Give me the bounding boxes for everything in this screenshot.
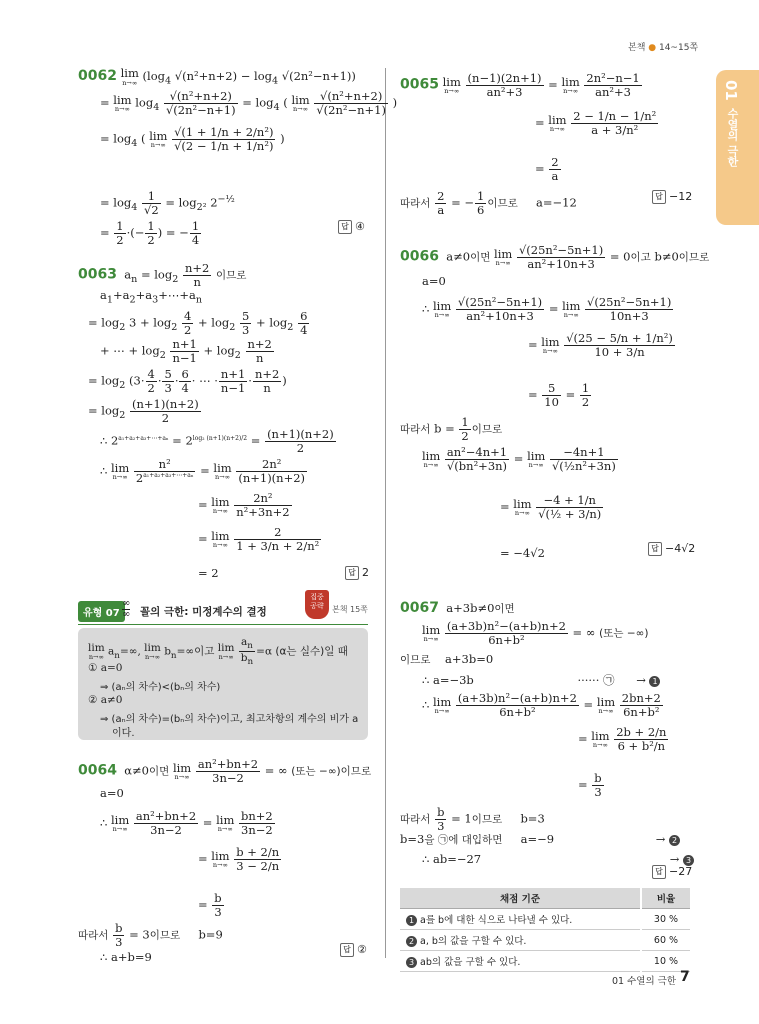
column-divider <box>385 68 386 958</box>
type-case1: ① a=0 <box>88 662 123 674</box>
p0064-line5: = $\frac{b}{3}$ <box>198 891 222 920</box>
grading-text: ab의 값을 구할 수 있다. <box>420 957 521 968</box>
p0062-line1: 0062 lim n→∞ ($\log_4$ $√(n^2+n+2) - \log_4 √(2n^2-n+1)$) <box>78 66 356 87</box>
p0062-line3: = $\log_4$ ( lim n→∞ $\frac{\text{√(1 + 1/n + 2/n²)}}{\text{√(2 − 1/n + 1/n²)}}$ ) <box>100 125 285 154</box>
grading-row <box>400 951 690 972</box>
answer-value: −12 <box>669 190 693 203</box>
problem-number: 0067 <box>400 600 439 616</box>
problem-number: 0062 <box>78 68 117 84</box>
p0066-line3: ∴ lim n→∞ $\frac{\text{√(25n²−5n+1)}}{\text{an²+10n+3}}$ = lim n→∞ $\frac{\text{√(25n²−5n+1)}}{10n+3}$ <box>422 295 672 324</box>
p0067-line3: 이므로 a+3b=0 <box>400 652 494 666</box>
p0063-line6: = $\log_2$ $\frac{(n+1)(n+2)}{2}$ <box>88 397 199 426</box>
p0065-line2: = lim n→∞ $\frac{\text{2 − 1/n − 1/n²}}{\text{a + 3/n²}}$ <box>535 109 657 138</box>
p0067-answer: 답 −27 <box>652 865 692 879</box>
p0067-line2: lim n→∞ $\frac{\text{(a+3b)n²−(a+b)n+2}}{\text{6n+b²}}$ = ∞ (또는 −∞) <box>422 619 649 648</box>
p0064-line1: 0064 α≠0이면 lim n→∞ $\frac{\text{an²+bn+2}}{3n-2}$ = ∞ (또는 −∞)이므로 <box>78 757 372 786</box>
side-tab-number: 01 <box>722 80 740 101</box>
p0064-line2: a=0 <box>100 786 124 800</box>
p0062-answer: 답 ④ <box>338 220 365 234</box>
p0066-line4: = lim n→∞ $\frac{\text{√(25 − 5/n + 1/n²)}}{10 + 3/n}$ <box>528 331 673 360</box>
p0066-line2: a=0 <box>422 274 446 288</box>
answer-value: 2 <box>362 566 369 579</box>
type-symbol <box>122 599 130 620</box>
type-header-rule <box>78 624 368 625</box>
p0066-line9: = −4√2 <box>500 546 545 560</box>
focus-tag <box>305 590 329 619</box>
problem-0062 <box>78 66 398 248</box>
grading-header-criteria: 채점 기준 <box>400 888 641 909</box>
focus-tag-line1: 집중 <box>310 593 324 601</box>
p0063-line1: 0063 $a_n = \log_2$ $\frac{n+2}{n}$ 이므로 <box>78 261 247 290</box>
grading-ratio: 60 % <box>641 930 690 951</box>
symbol-top: ∞ <box>122 598 131 609</box>
header-ref-pages: 14~15쪽 <box>658 43 699 53</box>
p0066-line1: 0066 a≠0이면 lim n→∞ $\frac{\text{√(25n²−5n+1)}}{\text{an²+10n+3}}$ = 0이고 b≠0이므로 <box>400 243 710 272</box>
grading-header-row <box>400 888 690 909</box>
footer-page-number: 7 <box>680 969 690 985</box>
type-case2: ② a≠0 <box>88 694 123 706</box>
grading-row <box>400 930 690 951</box>
p0064-line6: 따라서 $\frac{b}{3}$ = 3이므로 b=9 <box>78 921 223 950</box>
p0064-line3: ∴ lim n→∞ $\frac{\text{an²+bn+2}}{3n-2}$ = lim n→∞ $\frac{bn+2}{3n-2}$ <box>100 809 273 838</box>
p0067-line10: ∴ ab=−27 → 3 <box>400 852 700 872</box>
type-case2-detail2: 이다. <box>112 728 135 739</box>
type-title: 꼴의 극한: 미정계수의 결정 <box>140 606 267 618</box>
problem-0064 <box>78 758 378 972</box>
p0063-line7: ∴ $2^{a_1+a_2+a_3+\cdots+a_n} = 2^{log_2 (n+1)(n+2)/2}$ = $\frac{(n+1)(n+2)}{2}$ <box>100 427 334 456</box>
type-case2-detail: ⇒ (aₙ의 차수)=(bₙ의 차수)이고, 최고차항의 계수의 비가 a <box>100 714 359 725</box>
grading-row <box>400 909 690 930</box>
p0063-line10: = lim n→∞ $\frac{2}{\text{1 + 3/n + 2/n²}}$ <box>198 525 320 554</box>
p0062-line5: = $\frac{1}{2}$ ·(− $\frac{1}{2}$ ) = − $\frac{1}{4}$ <box>100 219 200 248</box>
p0062-line2: = lim n→∞ $\log_4$ $\frac{\text{√(n²+n+2)}}{\text{√(2n²−n+1)}}$ = $\log_4$ ( lim n→∞ $\frac{\text{√(n²+n+2)}}{\text{√(2n²−n+1)}}$ ) <box>100 89 398 118</box>
p0067-line7: = $\frac{b}{3}$ <box>578 771 602 800</box>
p0062-line4: = $\log_4$ $\frac{1}{√2}$ = $\log_{2^2} 2^{-\frac{1}{2}}$ <box>100 189 235 218</box>
step-marker: 3 <box>406 957 417 968</box>
grading-text: a를 b에 대한 식으로 나타낼 수 있다. <box>420 915 573 926</box>
grading-ratio: 10 % <box>641 951 690 972</box>
problem-number: 0066 <box>400 248 439 265</box>
p0063-line8: ∴ lim n→∞ $\frac{\text{n²}}{2^{a_1+a_2+a_3+\cdots+a_n}}$ = lim n→∞ $\frac{\text{2n²}}{(n+1)(n+2)}$ <box>100 457 306 486</box>
p0063-answer: 답 2 <box>345 566 369 580</box>
focus-tag-line2: 공략 <box>310 602 324 610</box>
grading-text: a, b의 값을 구할 수 있다. <box>420 936 527 947</box>
p0064-answer: 답 ② <box>340 943 367 957</box>
answer-value: ② <box>357 943 367 956</box>
p0066-line8: = lim n→∞ $\frac{-4 + 1/n}{\text{√(½ + 3/n)}}$ <box>500 493 602 522</box>
p0065-line4: 따라서 $\frac{2}{a}$ = − $\frac{1}{6}$ 이므로 a=−12 <box>400 189 577 218</box>
p0065-answer: 답 −12 <box>652 190 692 204</box>
p0067-line5: ∴ lim n→∞ $\frac{\text{(a+3b)n²−(a+b)n+2}}{\text{6n+b²}}$ = lim n→∞ $\frac{2bn+2}{\text{6n+b²}}$ <box>422 691 661 720</box>
type-case1-detail: ⇒ (aₙ의 차수)<(bₙ의 차수) <box>100 682 221 693</box>
problem-number: 0063 <box>78 266 117 283</box>
p0065-line3: = $\frac{2}{a}$ <box>535 155 559 184</box>
p0067-line8: 따라서 $\frac{b}{3}$ = 1이므로 b=3 <box>400 805 545 834</box>
p0067-line4: ∴ a=−3b ······ ㉠ → 1 <box>400 672 700 692</box>
answer-value: −27 <box>669 865 693 878</box>
problem-number: 0064 <box>78 762 117 779</box>
symbol-bottom: ∞ <box>122 609 131 620</box>
p0063-line5: = $\log_2 (3\cdot$ $\frac{4}{2}$ · $\frac{5}{3}$ · $\frac{6}{4}$ · ⋯ · $\frac{n+1}{n-1}$ · $\frac{n+2}{n}$ ) <box>88 367 287 396</box>
answer-value: −4√2 <box>665 542 696 555</box>
page-header-ref: 본책 ● 14~15쪽 <box>628 43 699 53</box>
answer-value: ④ <box>355 220 365 233</box>
grading-criteria-cell <box>400 951 641 972</box>
problem-0067 <box>400 600 700 872</box>
type-ref: 본책 15쪽 <box>332 605 368 614</box>
type-badge: 유형 07 <box>78 601 125 622</box>
p0063-line4: + ⋯ + $\log_2$ $\frac{n+1}{n-1}$ + $\log_2$ $\frac{n+2}{n}$ <box>100 337 272 366</box>
header-ref-label: 본책 <box>628 43 646 53</box>
grading-criteria-cell <box>400 930 641 951</box>
p0063-line3: = $\log_2 3 + \log_2$ $\frac{4}{2}$ + $\log_2$ $\frac{5}{3}$ + $\log_2$ $\frac{6}{4}$ <box>88 309 308 338</box>
side-tab-title: 수열의 극한 <box>726 108 739 167</box>
footer-chapter: 01 수열의 극한 <box>612 976 677 987</box>
grading-table <box>400 888 690 972</box>
p0067-line6: = lim n→∞ $\frac{2b + 2/n}{\text{6 + b²/n}}$ <box>578 725 667 754</box>
step-marker: 2 <box>406 936 417 947</box>
p0064-line4: = lim n→∞ $\frac{b + 2/n}{3 - 2/n}$ <box>198 845 280 874</box>
p0064-line7: ∴ a+b=9 <box>100 950 152 964</box>
p0066-line5: = $\frac{5}{10}$ = $\frac{1}{2}$ <box>528 381 590 410</box>
type-box-body <box>78 628 368 740</box>
problem-number: 0065 <box>400 76 439 93</box>
p0067-line1: 0067 a+3b≠0이면 <box>400 600 515 616</box>
p0066-line7: lim n→∞ $\frac{\text{an²−4n+1}}{\text{√(bn²+3n)}}$ = lim n→∞ $\frac{-4n+1}{\text{√(½n²+3n)}}$ <box>422 445 616 474</box>
p0066-line6: 따라서 b = $\frac{1}{2}$ 이므로 <box>400 415 503 444</box>
grading-ratio: 30 % <box>641 909 690 930</box>
problem-0066 <box>400 243 710 568</box>
step-2-marker: 2 <box>669 835 680 846</box>
step-1-marker: 1 <box>649 676 660 687</box>
p0063-line11: = 2 <box>198 566 219 580</box>
step-marker: 1 <box>406 915 417 926</box>
p0067-line9: b=3을 ㉠에 대입하면 a=−9 → 2 <box>400 832 700 852</box>
grading-header-ratio: 비율 <box>641 888 690 909</box>
p0063-line2: $a_1+a_2+a_3+\cdots+a_n$ <box>100 288 202 306</box>
problem-0063 <box>78 262 378 586</box>
p0063-line9: = lim n→∞ $\frac{\text{2n²}}{\text{n²+3n+2}}$ <box>198 491 290 520</box>
p0065-line1: 0065 lim n→∞ $\frac{(n-1)(2n+1)}{\text{an²+3}}$ = lim n→∞ $\frac{\text{2n²−n−1}}{\text{an²+3}}$ <box>400 71 640 100</box>
type-box-header <box>78 593 368 624</box>
grading-criteria-cell <box>400 909 641 930</box>
p0066-answer: 답 −4√2 <box>648 542 695 556</box>
type-box-condition: lim n→∞ $a_n=\infty$, lim n→∞ $b_n=\infty$이고 lim n→∞ $\frac{a_n}{b_n}$ =α (α는 실수)일 때 <box>88 636 348 668</box>
step-3-marker: 3 <box>683 855 694 866</box>
